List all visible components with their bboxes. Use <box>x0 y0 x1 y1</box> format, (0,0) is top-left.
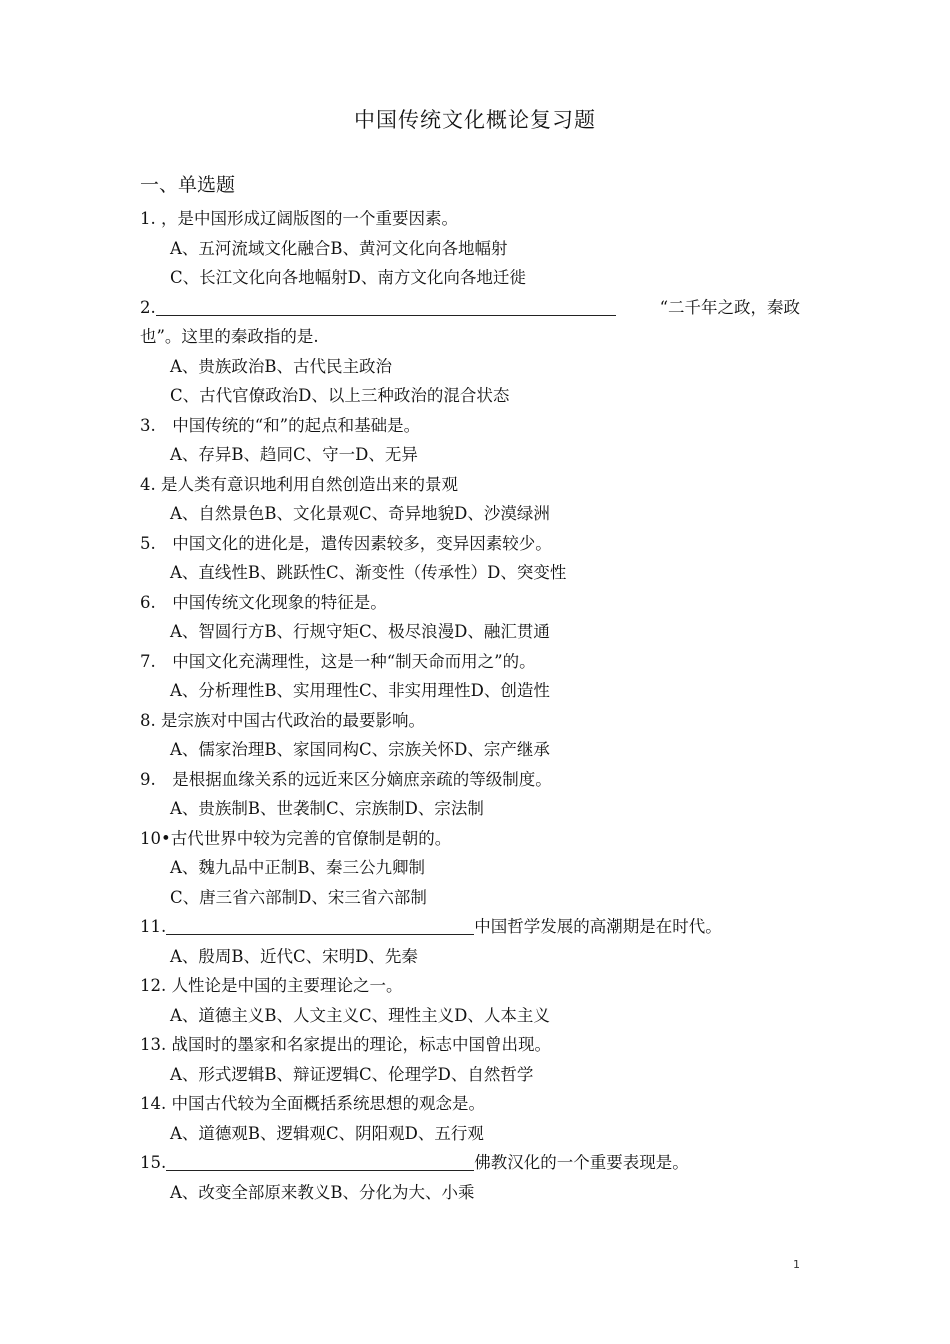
question-stem <box>140 912 800 942</box>
question-options: C、长江文化向各地幅射D、南方文化向各地迁徙 <box>170 268 526 287</box>
question-stem: 10•古代世界中较为完善的官僚制是朝的。 <box>140 828 452 848</box>
question-options: A、形式逻辑B、辩证逻辑C、伦理学D、自然哲学 <box>170 1064 534 1084</box>
page-number: 1 <box>793 1258 800 1271</box>
question-stem: 7. 中国文化充满理性，这是一种“制天命而用之”的。 <box>140 651 536 671</box>
question-list <box>140 204 800 1207</box>
fill-blank <box>156 297 616 316</box>
question-stem: 6. 中国传统文化现象的特征是。 <box>140 592 387 612</box>
question-options: A、智圆行方B、行规守矩C、极尽浪漫D、融汇贯通 <box>170 622 550 641</box>
question-options: A、分析理性B、实用理性C、非实用理性D、创造性 <box>170 681 550 700</box>
fill-blank <box>166 916 474 935</box>
question-stem <box>140 1148 800 1178</box>
question-stem: 4. 是人类有意识地利用自然创造出来的景观 <box>140 474 458 494</box>
question-stem: 9. 是根据血缘关系的远近来区分嫡庶亲疏的等级制度。 <box>140 769 552 789</box>
question-stem: 3. 中国传统的“和”的起点和基础是。 <box>140 415 421 435</box>
question-options: A、直线性B、跳跃性C、渐变性（传承性）D、突变性 <box>170 563 567 582</box>
question-options: A、殷周B、近代C、宋明D、先秦 <box>170 946 418 966</box>
question-stem: 5. 中国文化的进化是，遣传因素较多，变异因素较少。 <box>140 533 552 553</box>
question-stem-tail: “二千年之政，秦政 <box>659 297 800 317</box>
question-number: 11. <box>140 917 167 936</box>
question-options: A、五河流域文化融合B、黄河文化向各地幅射 <box>170 238 508 258</box>
question-options: A、道德观B、逻辑观C、阴阳观D、五行观 <box>170 1123 484 1143</box>
question-stem-tail: 佛教汉化的一个重要表现是。 <box>474 1153 689 1172</box>
question-options: C、唐三省六部制D、宋三省六部制 <box>170 887 427 907</box>
question-options: A、贵族政治B、古代民主政治 <box>170 356 393 376</box>
question-options: A、贵族制B、世袭制C、宗族制D、宗法制 <box>170 799 484 818</box>
question-number: 15. <box>140 1153 167 1172</box>
question-options: A、魏九品中正制B、秦三公九卿制 <box>170 858 426 877</box>
question-stem-continued: 也”。这里的秦政指的是. <box>140 327 319 346</box>
question-stem: 8. 是宗族对中国古代政治的最要影响。 <box>140 710 425 730</box>
question-stem <box>140 293 800 323</box>
question-options: A、儒家治理B、家国同构C、宗族关怀D、宗产继承 <box>170 740 550 759</box>
question-stem: 1. ，是中国形成辽阔版图的一个重要因素。 <box>140 209 458 228</box>
question-options: C、古代官僚政治D、以上三种政治的混合状态 <box>170 386 510 405</box>
fill-blank <box>166 1152 474 1171</box>
section-heading: 一、单选题 <box>140 174 236 196</box>
question-stem: 12. 人性论是中国的主要理论之一。 <box>140 976 403 995</box>
question-number: 2. <box>140 297 156 317</box>
document-title: 中国传统文化概论复习题 <box>354 108 596 132</box>
question-options: A、道德主义B、人文主义C、理性主义D、人本主义 <box>170 1005 550 1025</box>
question-stem: 14. 中国古代较为全面概括系统思想的观念是。 <box>140 1094 485 1113</box>
question-options: A、存异B、趋同C、守一D、无异 <box>170 445 418 464</box>
question-stem-tail: 中国哲学发展的高潮期是在时代。 <box>474 917 722 936</box>
question-stem: 13. 战国时的墨家和名家提出的理论，标志中国曾出现。 <box>140 1035 551 1054</box>
question-options: A、改变全部原来教义B、分化为大、小乘 <box>170 1182 475 1202</box>
question-options: A、自然景色B、文化景观C、奇异地貌D、沙漠绿洲 <box>170 504 550 523</box>
